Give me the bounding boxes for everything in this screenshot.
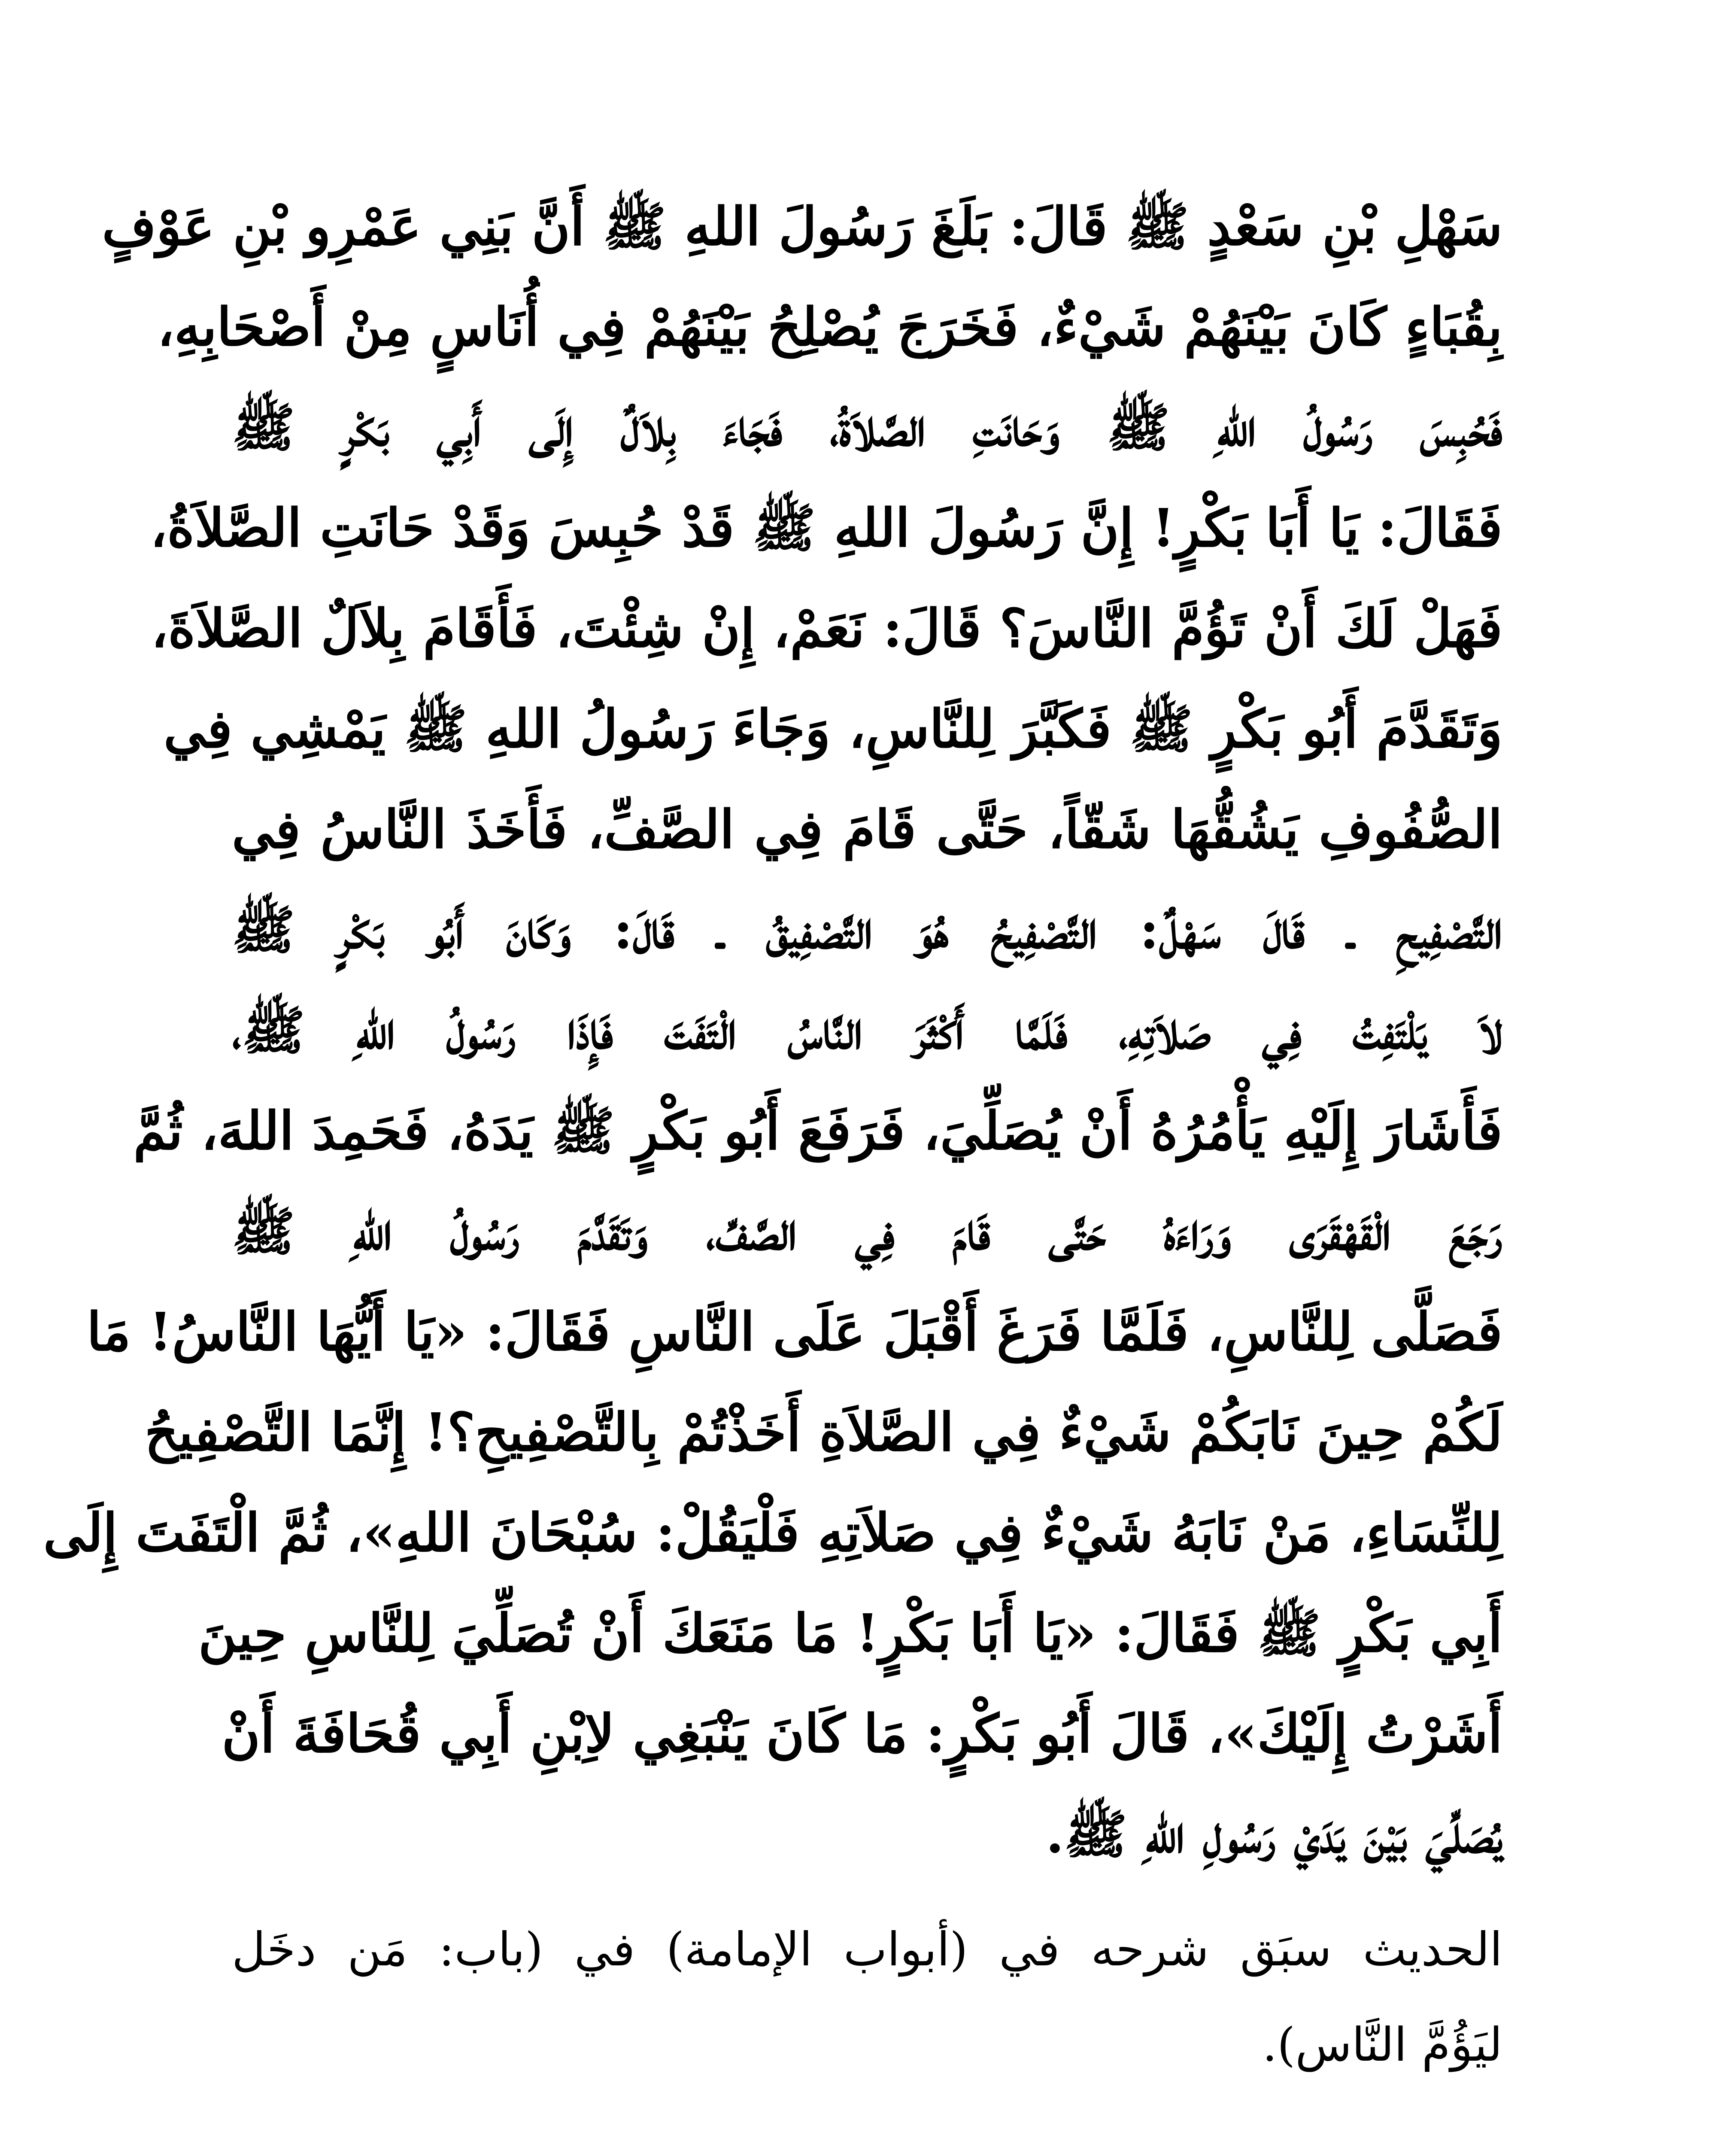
- hadith-line: التَّصْفِيحِ ـ قَالَ سَهْلٌ: التَّصْفِيحُ هُوَ التَّصْفِيقُ ـ قَالَ: وَكَانَ أَبُو بَكْرٍ ﷺ: [232, 899, 1502, 961]
- hadith-line: فَقَالَ: يَا أَبَا بَكْرٍ! إِنَّ رَسُولَ اللهِ ﷺ قَدْ حُبِسَ وَقَدْ حَانَتِ الصَّلاَةُ،: [150, 497, 1502, 559]
- hadith-line: فَهَلْ لَكَ أَنْ تَؤُمَّ النَّاسَ؟ قَالَ: نَعَمْ، إِنْ شِئْتَ، فَأَقَامَ بِلاَلٌ الصَّلاَةَ،: [151, 597, 1502, 659]
- hadith-line: لَكُمْ حِينَ نَابَكُمْ شَيْءٌ فِي الصَّلاَةِ أَخَذْتُمْ بِالتَّصْفِيحِ؟! إِنَّمَا التَّصْفِيحُ: [144, 1401, 1502, 1463]
- hadith-line: لِلنِّسَاءِ، مَنْ نَابَهُ شَيْءٌ فِي صَلاَتِهِ فَلْيَقُلْ: سُبْحَانَ اللهِ»، ثُمَّ الْتَفَتَ إِلَى: [43, 1502, 1502, 1563]
- hadith-line: سَهْلِ بْنِ سَعْدٍ ﷺ قَالَ: بَلَغَ رَسُولَ اللهِ ﷺ أَنَّ بَنِي عَمْرِو بْنِ عَوْفٍ: [102, 195, 1502, 257]
- hadith-text-block: [43, 176, 1502, 1884]
- hadith-line: الصُّفُوفِ يَشُقُّهَا شَقّاً، حَتَّى قَامَ فِي الصَّفِّ، فَأَخَذَ النَّاسُ فِي: [232, 798, 1502, 860]
- hadith-line: يُصَلِّيَ بَيْنَ يَدَيْ رَسُولِ اللهِ ﷺ.: [1046, 1803, 1502, 1865]
- hadith-line: وَتَقَدَّمَ أَبُو بَكْرٍ ﷺ فَكَبَّرَ لِلنَّاسِ، وَجَاءَ رَسُولُ اللهِ ﷺ يَمْشِي فِي: [164, 698, 1502, 760]
- commentary-line: الحديث سبَق شرحه في (أبواب الإمامة) في (باب: مَن دخَل: [232, 1923, 1502, 1977]
- hadith-line: أَبِي بَكْرٍ ﷺ فَقَالَ: «يَا أَبَا بَكْرٍ! مَا مَنَعَكَ أَنْ تُصَلِّيَ لِلنَّاسِ حِينَ: [198, 1602, 1502, 1664]
- hadith-line: بِقُبَاءٍ كَانَ بَيْنَهُمْ شَيْءٌ، فَخَرَجَ يُصْلِحُ بَيْنَهُمْ فِي أُنَاسٍ مِنْ أَصْحَابِهِ،: [157, 296, 1502, 358]
- hadith-line: أَشَرْتُ إِلَيْكَ»، قَالَ أَبُو بَكْرٍ: مَا كَانَ يَنْبَغِي لاِبْنِ أَبِي قُحَافَةَ أَنْ: [222, 1703, 1502, 1764]
- commentary-text-block: [232, 1902, 1502, 2093]
- hadith-line: لاَ يَلْتَفِتُ فِي صَلاَتِهِ، فَلَمَّا أَكْثَرَ النَّاسُ الْتَفَتَ فَإِذَا رَسُولُ اللهِ ﷺ،: [232, 999, 1502, 1061]
- hadith-line: فَصَلَّى لِلنَّاسِ، فَلَمَّا فَرَغَ أَقْبَلَ عَلَى النَّاسِ فَقَالَ: «يَا أَيُّهَا النَّاسُ! مَا: [87, 1301, 1502, 1362]
- hadith-line: فَحُبِسَ رَسُولُ اللهِ ﷺ وَحَانَتِ الصَّلاَةُ، فَجَاءَ بِلاَلٌ إِلَى أَبِي بَكْرٍ ﷺ: [232, 396, 1502, 458]
- commentary-line: ليَؤُمَّ النَّاس).: [1262, 2018, 1502, 2072]
- hadith-line: رَجَعَ الْقَهْقَرَى وَرَاءَهُ حَتَّى قَامَ فِي الصَّفِّ، وَتَقَدَّمَ رَسُولُ اللهِ ﷺ: [232, 1200, 1502, 1262]
- hadith-line: فَأَشَارَ إِلَيْهِ يَأْمُرُهُ أَنْ يُصَلِّيَ، فَرَفَعَ أَبُو بَكْرٍ ﷺ يَدَهُ، فَحَمِدَ اللهَ، ثُمَّ: [133, 1100, 1502, 1162]
